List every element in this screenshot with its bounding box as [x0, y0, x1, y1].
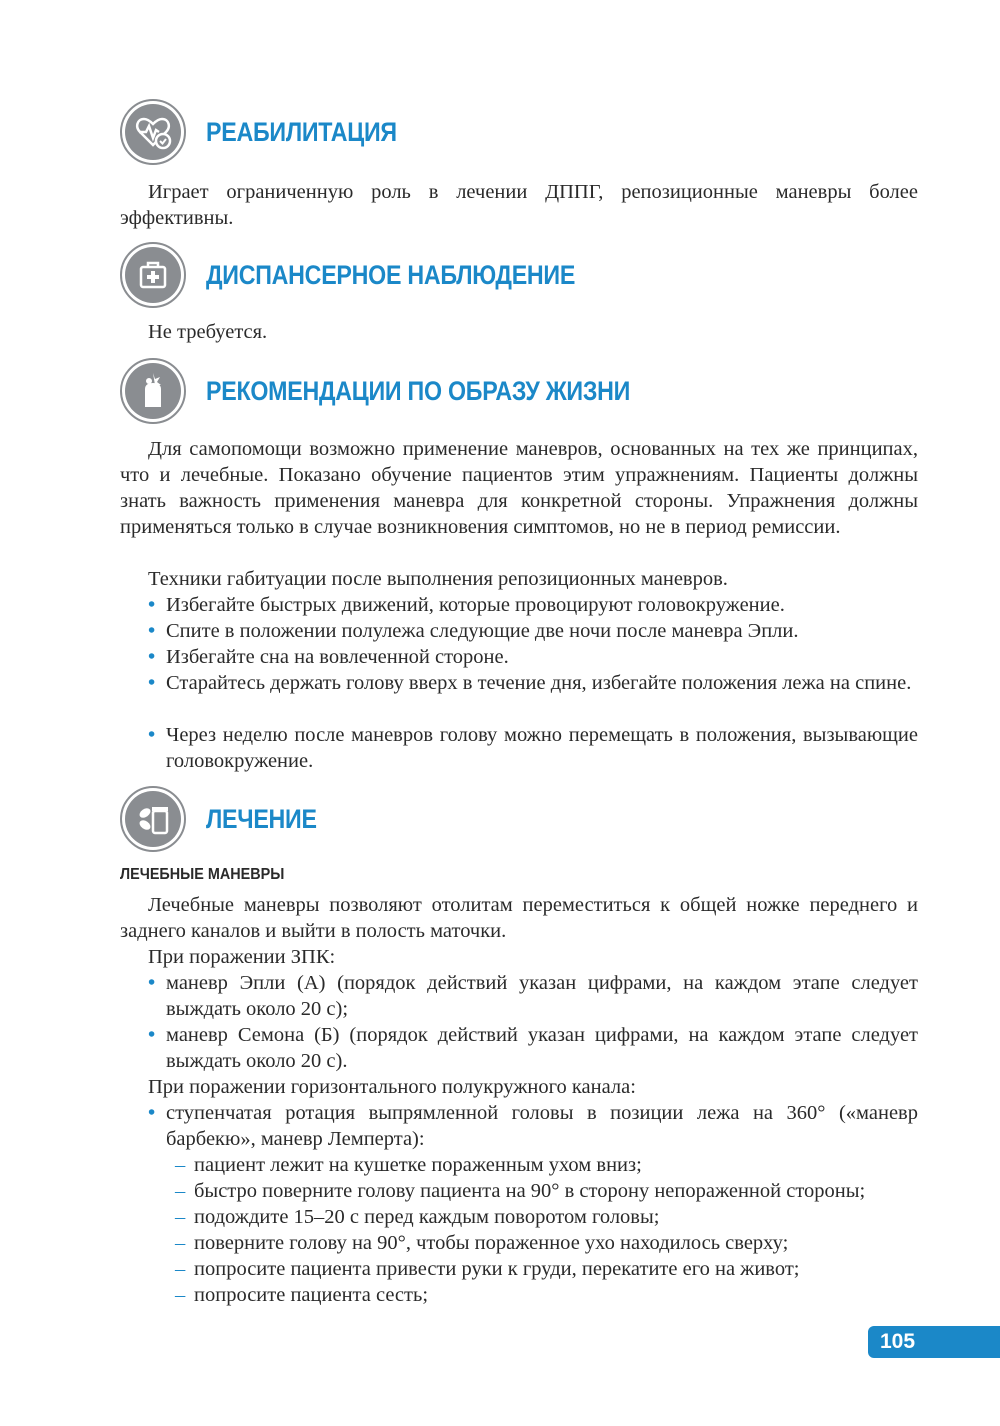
person-star-icon [120, 358, 186, 424]
lifestyle-bullet: • Избегайте быстрых движений, которые провоцируют головокружение. [148, 594, 785, 616]
treatment-paragraph: Лечебные маневры позволяют отолитам переместиться к общей ножке переднего и заднего каналов и выйти в полость маточки. [120, 894, 918, 942]
treatment-zpk-intro: При поражении ЗПК: [148, 946, 336, 968]
section-title-rehabilitation: РЕАБИЛИТАЦИЯ [206, 116, 397, 147]
followup-text: Не требуется. [148, 321, 268, 343]
treatment-step: – попросите пациента сесть; [175, 1284, 429, 1306]
lifestyle-bullet: • Старайтесь держать голову вверх в течение дня, избегайте положения лежа на спине. [148, 672, 912, 694]
treatment-step: – попросите пациента привести руки к груди, перекатите его на живот; [175, 1258, 800, 1280]
section-header-treatment [120, 784, 335, 854]
lifestyle-paragraph: Для самопомощи возможно применение маневров, основанных на тех же принципах, что и лечебные. Показано обучение пациентов этим упражнениям. Пациенты должны знать важность применения маневра для конкретной стороны. Упражнения должны применяться только в случае возникновения симптомов, но не в период ремиссии. [120, 438, 918, 538]
treatment-step: – быстро поверните голову пациента на 90° в сторону непораженной стороны; [175, 1180, 866, 1202]
medical-kit-icon [120, 242, 186, 308]
treatment-horizontal-intro: При поражении горизонтального полукружного канала: [148, 1076, 636, 1098]
section-header-rehabilitation [120, 97, 428, 167]
rehabilitation-text: Играет ограниченную роль в лечении ДППГ, репозиционные маневры более эффективны. [120, 181, 918, 229]
heart-pulse-icon [120, 99, 186, 165]
treatment-bullet: • ступенчатая ротация выпрямленной головы в позиции лежа на 360° («маневр барбекю», маневр Лемперта): [148, 1102, 918, 1150]
subheading-treatment-maneuvers: ЛЕЧЕБНЫЕ МАНЕВРЫ [120, 866, 285, 883]
page-number: 105 [880, 1330, 916, 1353]
lifestyle-bullet: • Через неделю после маневров голову можно перемещать в положения, вызывающие головокружение. [148, 724, 918, 772]
section-title-treatment: ЛЕЧЕНИЕ [206, 803, 317, 834]
treatment-step: – пациент лежит на кушетке пораженным ухом вниз; [175, 1154, 642, 1176]
section-title-lifestyle: РЕКОМЕНДАЦИИ ПО ОБРАЗУ ЖИЗНИ [206, 375, 631, 406]
pills-bottle-icon [120, 786, 186, 852]
treatment-bullet: • маневр Семона (Б) (порядок действий указан цифрами, на каждом этапе следует выждать около 20 с). [148, 1024, 918, 1072]
section-title-followup: ДИСПАНСЕРНОЕ НАБЛЮДЕНИЕ [206, 259, 576, 290]
section-header-lifestyle [120, 356, 699, 426]
treatment-bullet: • маневр Эпли (А) (порядок действий указан цифрами, на каждом этапе следует выждать около 20 с); [148, 972, 918, 1020]
lifestyle-bullet: • Избегайте сна на вовлеченной стороне. [148, 646, 509, 668]
treatment-step: – подождите 15–20 с перед каждым поворотом головы; [175, 1206, 660, 1228]
treatment-step: – поверните голову на 90°, чтобы пораженное ухо находилось сверху; [175, 1232, 789, 1254]
lifestyle-habituation-intro: Техники габитуации после выполнения репозиционных маневров. [148, 568, 728, 590]
lifestyle-bullet: • Спите в положении полулежа следующие две ночи после маневра Эпли. [148, 620, 799, 642]
section-header-followup [120, 240, 635, 310]
